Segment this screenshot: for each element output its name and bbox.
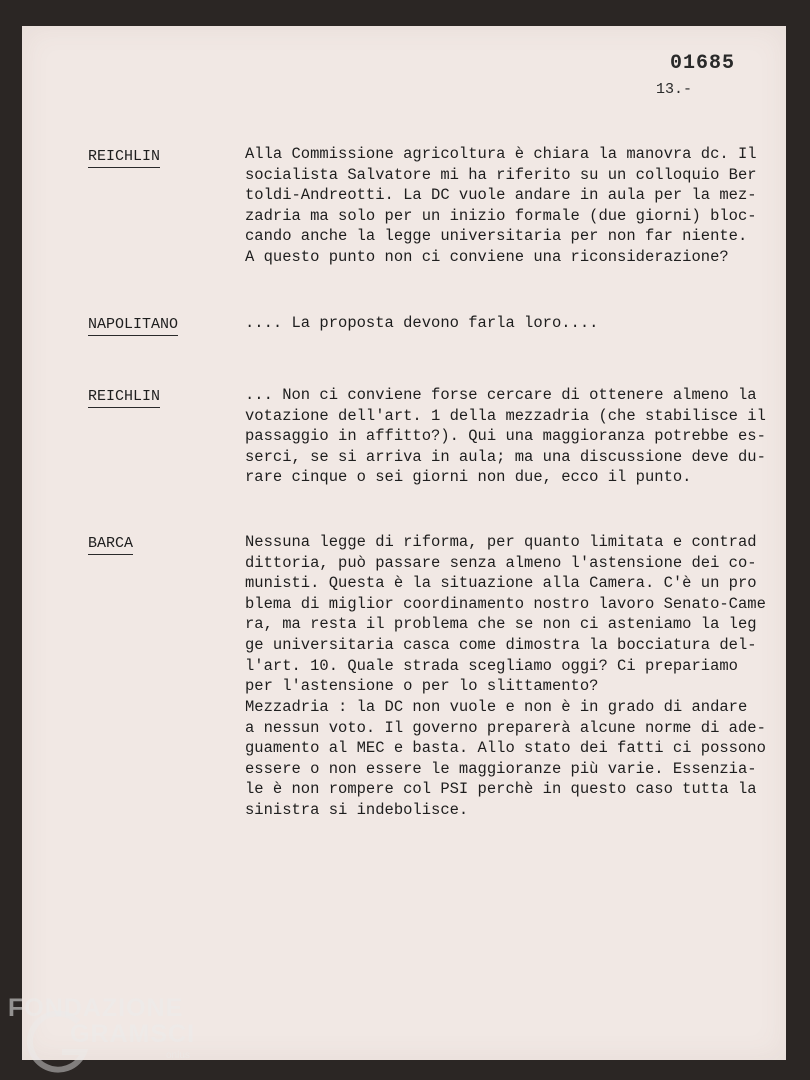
speech-text: ... Non ci conviene forse cercare di ottenere almeno la votazione dell'art. 1 della mezzadria (che stabilisce il passaggio in affitto?). Qui una maggioranza potrebbe es- serci, se si arriva in aula; ma una discussione deve du- rare cinque o sei giorni non due, ecco il punto. (245, 386, 766, 487)
speech-text: Alla Commissione agricoltura è chiara la manovra dc. Il socialista Salvatore mi ha riferito su un colloquio Ber toldi-Andreotti. La DC vuole andare in aula per la mez- zadria ma solo per un inizio formale (due giorni) bloc- cando anche la legge universitaria per non far niente. A questo punto non ci conviene una riconsiderazione? (245, 145, 757, 266)
watermark-line1: FONDAZIONE (8, 994, 184, 1022)
watermark-line2: GRAMSCI (70, 1020, 196, 1048)
fondazione-gramsci-watermark (0, 988, 220, 1080)
document-number: 01685 (670, 52, 736, 75)
speaker-label: NAPOLITANO (88, 316, 178, 336)
speaker-label: REICHLIN (88, 388, 160, 408)
speech-text: Mezzadria : la DC non vuole e non è in grado di andare a nessun voto. Il governo preparerà alcune norme di ade- guamento al MEC e basta. Allo stato dei fatti ci possono essere o non essere le maggioranze più varie. Essenzia- le è non rompere col PSI perchè in questo caso tutta la sinistra si indebolisce. (245, 698, 766, 819)
watermark-suffix: onlus (166, 1050, 190, 1061)
document-page (22, 26, 786, 1060)
speaker-label: REICHLIN (88, 148, 160, 168)
speech-text: Nessuna legge di riforma, per quanto limitata e contrad dittoria, può passare senza almeno l'astensione dei co- munisti. Questa è la situazione alla Camera. C'è un pro blema di miglior coordinamento nostro lavoro Senato-Came ra, ma resta il problema che se non ci asteniamo la leg ge universitaria casca come dimostra la bocciatura del- l'art. 10. Quale strada scegliamo oggi? Ci prepariamo per l'astensione o per lo slittamento? (245, 533, 766, 696)
speech-text: .... La proposta devono farla loro.... (245, 314, 599, 332)
page-number: 13.- (656, 81, 693, 98)
speaker-label: BARCA (88, 535, 133, 555)
